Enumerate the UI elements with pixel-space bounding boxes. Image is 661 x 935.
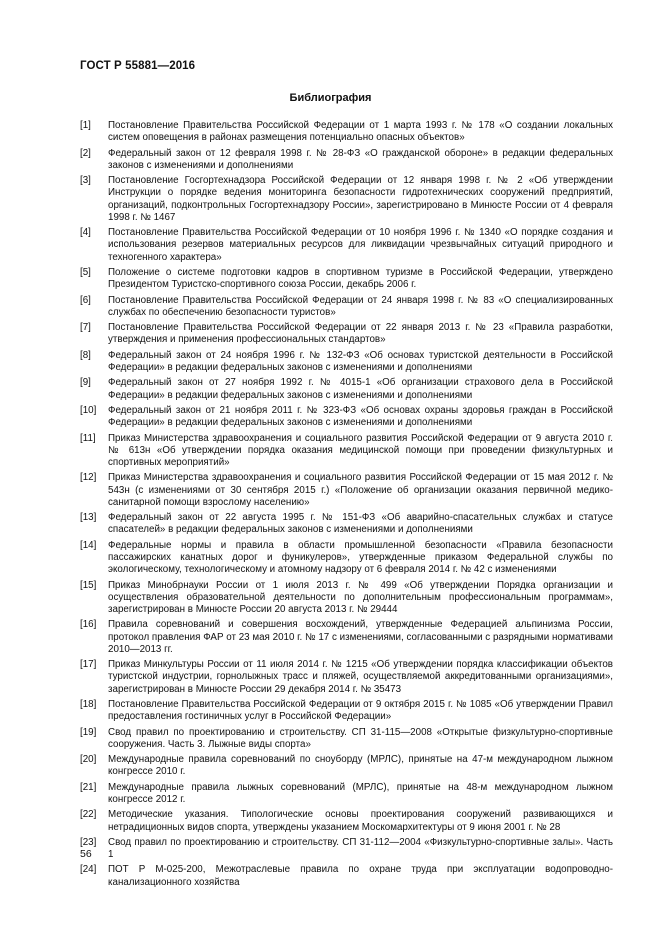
bibliography-entry (80, 148, 613, 172)
bibliography-entry (80, 540, 613, 577)
bibliography-entry (80, 350, 613, 374)
entry-number: [24] (80, 864, 97, 876)
entry-text: Свод правил по проектированию и строительству. СП 31-115—2008 «Открытые физкультурно-спортивные сооружения. Часть 3. Лыжные виды спорта» (108, 726, 613, 750)
bibliography-entry (80, 433, 613, 470)
bibliography-entry (80, 295, 613, 319)
bibliography-entry (80, 809, 613, 833)
page-title: Библиография (289, 92, 372, 104)
entry-text: Федеральный закон от 24 ноября 1996 г. № 132-ФЗ «Об основах туристской деятельности в Российской Федерации» в редакции федеральных законов с изменениями и дополнениями (108, 349, 613, 373)
entry-text: Постановление Госгортехнадзора Российской Федерации от 12 января 1998 г. № 2 «Об утверждении Инструкции о порядке ведения мониторинга безопасности гидротехнических сооружений предприятий, организаций, подконтрольных Госгортехнадзору России», зарегистрировано в Минюсте России от 4 февраля 1998 г. № 1467 (108, 175, 613, 223)
entry-text: Положение о системе подготовки кадров в спортивном туризме в Российской Федерации, утверждено Президентом Туристско-спортивного союза России, декабрь 2006 г. (108, 266, 613, 291)
entry-text: Федеральные нормы и правила в области промышленной безопасности «Правила безопасности пассажирских канатных дорог и фуникулеров», утвержденные приказом Федеральной службы по экологическому, технологическому и атомному надзору от 6 февраля 2014 г. № 42 с изменениями (108, 539, 613, 576)
entry-text: Федеральный закон от 21 ноября 2011 г. № 323-ФЗ «Об основах охраны здоровья граждан в Российской Федерации» в редакции федеральных законов с изменениями и дополнениями (108, 404, 613, 429)
entry-text: Приказ Министерства здравоохранения и социального развития Российской Федерации от 9 августа 2010 г. № 613н «Об утверждении порядка оказания медицинской помощи при проведении физкультурных и спортивных мероприятий» (108, 432, 613, 468)
entry-number: [4] (80, 227, 91, 239)
entry-number: [13] (80, 512, 97, 524)
entry-text: Постановление Правительства Российской Федерации от 24 января 1998 г. № 83 «О специализированных службах по обеспечению безопасности туристов» (108, 294, 613, 318)
entry-number: [6] (80, 294, 91, 306)
entry-number: [2] (80, 147, 91, 159)
entry-number: [1] (80, 120, 91, 131)
bibliography-entry (80, 659, 613, 696)
bibliography-entry (80, 837, 613, 861)
page-number: 56 (80, 848, 92, 860)
entry-text: Постановление Правительства Российской Федерации от 9 октября 2015 г. № 1085 «Об утверждении Правил предоставления гостиничных услуг в Российской Федерации» (108, 698, 613, 723)
bibliography-entry (80, 120, 613, 144)
entry-text: Международные правила лыжных соревнований (МРЛС), принятые на 48-м международном лыжном конгрессе 2012 г. (108, 781, 613, 805)
entry-text: ПОТ Р М-025-200, Межотраслевые правила по охране труда при эксплуатации водопроводно-канализационного хозяйства (108, 864, 613, 888)
entry-number: [16] (80, 619, 97, 631)
document-code: ГОСТ Р 55881—2016 (80, 60, 196, 72)
bibliography-entry (80, 864, 613, 888)
entry-text: Постановление Правительства Российской Федерации от 22 января 2013 г. № 23 «Правила разработки, утверждения и применения профессиональных стандартов» (108, 322, 613, 346)
entry-text: Приказ Минкультуры России от 11 июля 2014 г. № 1215 «Об утверждении порядка классификации объектов туристской индустрии, горнолыжных трасс и пляжей, осуществляемой аккредитованными организациями», зарегистрирован в Минюсте России 29 декабря 2014 г. № 35473 (108, 659, 613, 695)
entry-text: Постановление Правительства Российской Федерации от 10 ноября 1996 г. № 1340 «О порядке создания и использования резервов материальных ресурсов для ликвидации чрезвычайных ситуаций природного и техногенного характера» (108, 227, 613, 263)
entry-number: [9] (80, 377, 91, 389)
entry-number: [10] (80, 404, 97, 416)
bibliography-entry (80, 472, 613, 509)
entry-number: [17] (80, 659, 97, 671)
bibliography-entry (80, 619, 613, 656)
entry-number: [15] (80, 579, 97, 591)
entry-number: [12] (80, 472, 97, 484)
entry-text: Международные правила соревнований по сноуборду (МРЛС), принятые на 47-м международном лыжном конгрессе 2010 г. (108, 754, 613, 778)
bibliography-entry (80, 175, 613, 224)
bibliography-entry (80, 754, 613, 778)
entry-text: Постановление Правительства Российской Федерации от 1 марта 1993 г. № 178 «О создании локальных систем оповещения в районах размещения потенциально опасных объектов» (108, 120, 613, 144)
entry-number: [22] (80, 809, 97, 821)
entry-text: Приказ Минобрнауки России от 1 июля 2013 г. № 499 «Об утверждении Порядка организации и осуществления образовательной деятельности по дополнительным профессиональным программам», зарегистрирован в Минюсте России 20 августа 2013 г. № 29444 (108, 579, 613, 615)
entry-text: Федеральный закон от 22 августа 1995 г. № 151-ФЗ «Об аварийно-спасательных службах и статусе спасателей» в редакции федеральных законов с изменениями и дополнениями (108, 512, 613, 536)
entry-number: [5] (80, 266, 91, 278)
bibliography-entry (80, 512, 613, 536)
entry-text: Свод правил по проектированию и строительству. СП 31-112—2004 «Физкультурно-спортивные залы». Часть 1 (108, 836, 613, 861)
entry-number: [18] (80, 698, 97, 710)
bibliography-entry (80, 405, 613, 429)
bibliography-entry (80, 580, 613, 617)
entry-number: [3] (80, 175, 91, 187)
bibliography-entry (80, 322, 613, 346)
entry-number: [11] (80, 432, 96, 444)
entry-number: [20] (80, 754, 97, 766)
entry-text: Федеральный закон от 12 февраля 1998 г. № 28-ФЗ «О гражданской обороне» в редакции федеральных законов с изменениями и дополнениями (108, 147, 613, 171)
entry-number: [23] (80, 836, 97, 848)
entry-text: Правила соревнований и совершения восхождений, утвержденные Федерацией альпинизма России, протокол правления ФАР от 23 мая 2010 г. № 17 с изменениями, согласованными с разрядными нормативами 2010—2013 гг. (108, 619, 613, 655)
bibliography-entry (80, 782, 613, 806)
bibliography-entry (80, 227, 613, 264)
bibliography-list (80, 120, 613, 892)
entry-text: Методические указания. Типологические основы проектирования сооружений развивающихся и нетрадиционных видов спорта, утверждены указанием Москомархитектуры от 9 июня 2001 г. № 28 (108, 809, 613, 833)
entry-number: [7] (80, 322, 91, 334)
bibliography-entry (80, 699, 613, 723)
entry-text: Приказ Министерства здравоохранения и социального развития Российской Федерации от 15 мая 2012 г. № 543н (с изменениями от 30 сентября 2015 г.) «Положение об организации оказания первичной медико-санитарной помощи взрослому населению» (108, 472, 613, 508)
bibliography-entry (80, 267, 613, 291)
bibliography-entry (80, 727, 613, 751)
bibliography-entry (80, 377, 613, 401)
entry-number: [8] (80, 349, 91, 361)
entry-number: [14] (80, 539, 97, 551)
entry-number: [19] (80, 726, 97, 738)
entry-text: Федеральный закон от 27 ноября 1992 г. № 4015-1 «Об организации страхового дела в Российской Федерации» в редакции федеральных законов с изменениями и дополнениями (108, 377, 613, 401)
entry-number: [21] (80, 781, 97, 793)
